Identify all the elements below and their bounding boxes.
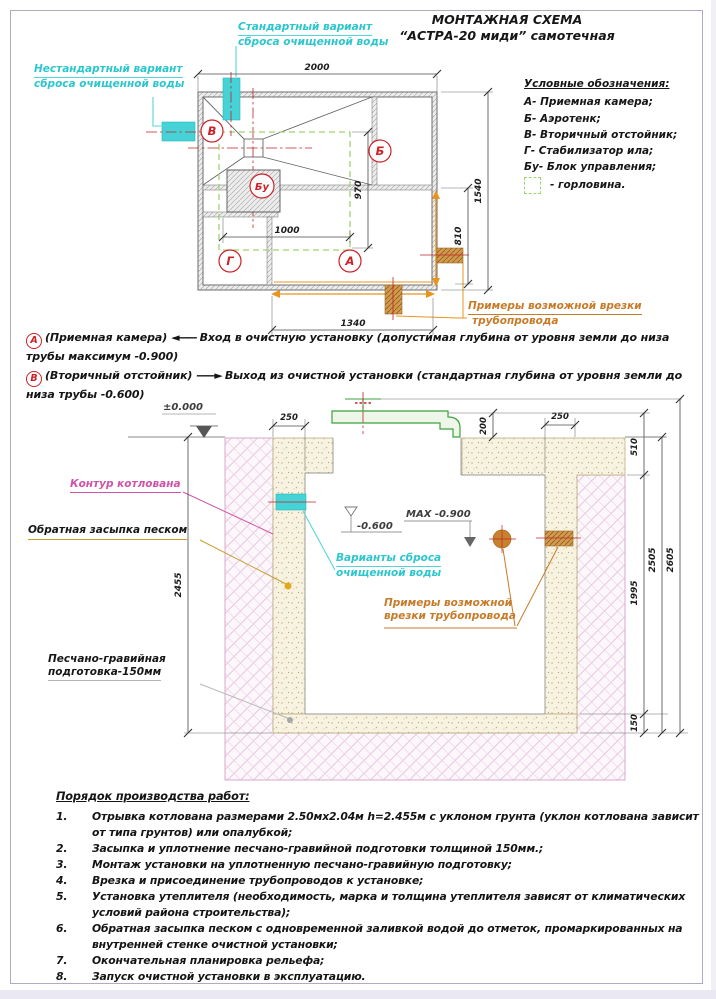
paper-edge-bottom bbox=[0, 990, 716, 999]
dim-510: 510 bbox=[630, 438, 640, 456]
list-item: 7. Окончательная планировка рельефа; bbox=[56, 954, 325, 967]
legend-item: Бу- Блок управления; bbox=[524, 161, 657, 174]
paper-edge-right bbox=[711, 0, 716, 999]
marker-g: Г bbox=[226, 254, 234, 268]
legend-item: Б- Аэротенк; bbox=[524, 112, 601, 125]
dim-1000: 1000 bbox=[274, 226, 300, 236]
level-zero: ±0.000 bbox=[163, 402, 204, 413]
dim-1540: 1540 bbox=[474, 178, 484, 204]
label-nonstandard-discharge: Нестандартный вариант сброса очищенной воды bbox=[34, 63, 185, 91]
list-item: 6. Обратная засыпка песком с одновременной заливкой водой до отметок, промаркированных на внутренней стенке очистной установки; bbox=[56, 922, 683, 951]
title-line2: “АСТРА-20 миди” самотечная bbox=[399, 27, 615, 43]
note-marker-v: В bbox=[26, 371, 42, 387]
dim-2505: 2505 bbox=[648, 547, 658, 573]
list-item: 5. Установка утеплителя (необходимость, марка и толщина утеплителя зависят от климатических условий района строительства); bbox=[56, 890, 686, 919]
clean-water-pipes bbox=[146, 46, 240, 141]
nonstandard-leader-line bbox=[153, 97, 165, 126]
arrow-right-icon: ——► bbox=[196, 368, 221, 382]
section-view-drawing bbox=[95, 388, 695, 788]
work-order-title: Порядок производства работ: bbox=[56, 790, 250, 803]
work-order-list bbox=[56, 789, 706, 985]
label-tapping-section: Примеры возможной врезки трубопровода bbox=[384, 597, 516, 623]
plan-view-drawing bbox=[130, 20, 520, 340]
dim-970: 970 bbox=[354, 180, 364, 200]
legend-title: Условные обозначения: bbox=[524, 78, 670, 90]
marker-b: Б bbox=[375, 144, 385, 158]
label-peschano: Песчано-гравийная подготовка-150мм bbox=[48, 653, 166, 681]
tapping-pipe-rect bbox=[545, 531, 573, 546]
dim-1995: 1995 bbox=[630, 580, 640, 606]
dim-1340: 1340 bbox=[340, 319, 366, 329]
dim-250-left: 250 bbox=[280, 413, 298, 423]
tapping-pipes-plan bbox=[271, 190, 469, 320]
label-obratnaya: Обратная засыпка песком bbox=[28, 524, 187, 540]
dim-200: 200 bbox=[479, 417, 489, 435]
legend-item-gorlovina: - горловина. bbox=[524, 177, 677, 194]
list-item: 4. Врезка и присоединение трубопроводов к установке; bbox=[56, 874, 424, 887]
dim-2605: 2605 bbox=[666, 547, 676, 573]
note-inlet: А (Приемная камера) ◄—— Вход в очистную установку (допустимая глубина от уровня земли до низа трубы максимум -0.900) bbox=[26, 331, 670, 363]
label-tapping-plan: Примеры возможной врезки трубопровода bbox=[468, 300, 642, 328]
notes-block bbox=[26, 330, 704, 405]
dim-810: 810 bbox=[454, 226, 464, 246]
list-item: 8. Запуск очистной установки в эксплуатацию. bbox=[56, 970, 366, 983]
dim-150: 150 bbox=[630, 714, 640, 732]
legend bbox=[524, 76, 677, 194]
label-standard-discharge: Стандартный вариант сброса очищенной воды bbox=[238, 21, 389, 49]
gorlovina-icon bbox=[524, 177, 541, 194]
marker-a: А bbox=[345, 254, 355, 268]
marker-v: В bbox=[207, 124, 217, 138]
dim-2000: 2000 bbox=[304, 63, 330, 73]
arrow-left-icon: ◄—— bbox=[171, 331, 196, 344]
list-item: 1. Отрывка котлована размерами 2.50мх2.04м h=2.455м с уклоном грунта (уклон котлована зависит от типа грунтов) или опалубкой; bbox=[56, 810, 699, 839]
note-marker-a: А bbox=[26, 333, 42, 349]
level-minus-0600: -0.600 bbox=[357, 521, 393, 532]
list-item: 3. Монтаж установки на уплотненную песчано-гравийную подготовку; bbox=[56, 858, 512, 871]
legend-item: В- Вторичный отстойник; bbox=[524, 128, 678, 141]
legend-item: А- Приемная камера; bbox=[524, 96, 653, 109]
label-varianty: Варианты сброса очищенной воды bbox=[336, 552, 442, 580]
marker-bu: Бу bbox=[254, 182, 270, 193]
label-kontur: Контур котлована bbox=[70, 478, 181, 493]
dim-2455: 2455 bbox=[174, 572, 184, 598]
list-item: 2. Засыпка и уплотнение песчано-гравийной подготовки толщиной 150мм.; bbox=[56, 842, 544, 855]
legend-item: Г- Стабилизатор ила; bbox=[524, 145, 654, 158]
note-outlet: В (Вторичный отстойник) ——► Выход из очистной установки (стандартная глубина от уровня земли до низа трубы -0.600) bbox=[26, 368, 683, 401]
dim-250-right: 250 bbox=[551, 412, 569, 422]
title-line1: МОНТАЖНАЯ СХЕМА bbox=[431, 12, 583, 27]
level-max-0900: МАХ -0.900 bbox=[406, 509, 471, 520]
